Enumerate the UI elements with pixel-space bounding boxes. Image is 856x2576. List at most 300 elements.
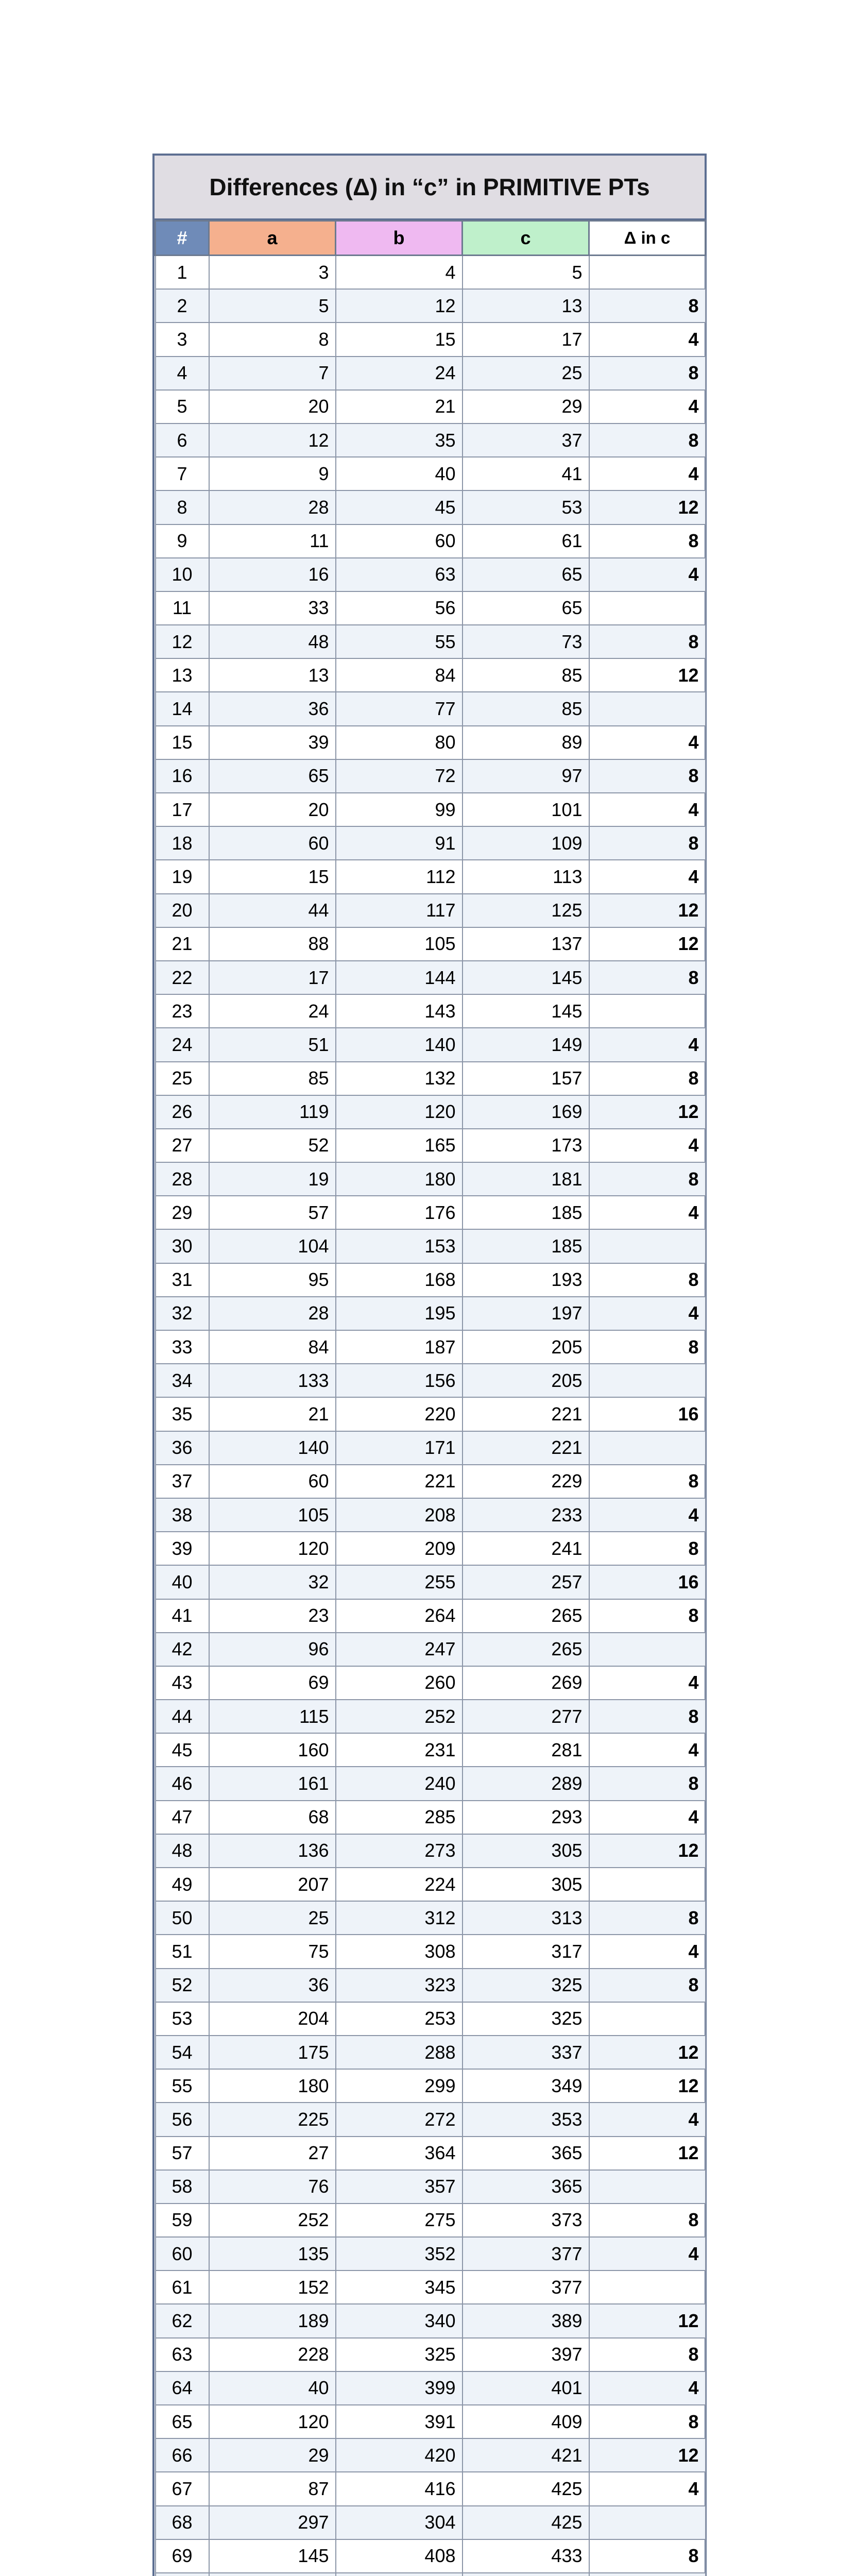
spreadsheet (152, 154, 707, 2576)
cell-a: 3 (209, 256, 336, 290)
cell-c: 5 (463, 256, 589, 290)
cell-a: 36 (209, 1969, 336, 2002)
cell-b: 187 (336, 1330, 463, 1364)
cell-index: 17 (156, 793, 209, 826)
cell-index: 9 (156, 524, 209, 558)
cell-b: 312 (336, 1901, 463, 1935)
cell-b: 143 (336, 994, 463, 1028)
cell-c: 41 (463, 457, 589, 490)
cell-index: 51 (156, 1935, 209, 1968)
cell-index: 26 (156, 1095, 209, 1129)
header-c: c (463, 221, 589, 256)
cell-b: 99 (336, 793, 463, 826)
table-row (156, 1834, 706, 1868)
header-a: a (209, 221, 336, 256)
cell-c: 173 (463, 1129, 589, 1162)
cell-index: 2 (156, 289, 209, 323)
cell-c: 269 (463, 1666, 589, 1700)
cell-delta: 4 (589, 726, 706, 759)
cell-c: 409 (463, 2405, 589, 2438)
cell-a: 9 (209, 457, 336, 490)
cell-a: 33 (209, 591, 336, 625)
cell-a: 29 (209, 2438, 336, 2472)
cell-a: 48 (209, 625, 336, 658)
cell-b: 345 (336, 2270, 463, 2304)
cell-index: 43 (156, 1666, 209, 1700)
cell-index: 12 (156, 625, 209, 658)
cell-c: 65 (463, 591, 589, 625)
cell-a: 145 (209, 2539, 336, 2573)
cell-b: 357 (336, 2170, 463, 2204)
cell-b: 408 (336, 2539, 463, 2573)
table-row (156, 2304, 706, 2337)
cell-index: 4 (156, 357, 209, 390)
cell-a: 204 (209, 2002, 336, 2036)
cell-a: 120 (209, 1532, 336, 1565)
cell-c: 13 (463, 289, 589, 323)
cell-index: 15 (156, 726, 209, 759)
cell-c: 193 (463, 1263, 589, 1297)
cell-index: 37 (156, 1465, 209, 1498)
cell-b: 364 (336, 2137, 463, 2170)
cell-a: 136 (209, 1834, 336, 1868)
cell-b: 72 (336, 759, 463, 793)
cell-b: 323 (336, 1969, 463, 2002)
table-row (156, 289, 706, 323)
cell-index: 47 (156, 1801, 209, 1834)
table-row (156, 894, 706, 927)
table-row (156, 423, 706, 457)
cell-a: 88 (209, 927, 336, 961)
header-b: b (336, 221, 463, 256)
cell-delta: 8 (589, 1700, 706, 1733)
cell-delta: 8 (589, 1767, 706, 1800)
cell-c: 185 (463, 1229, 589, 1263)
header-index: # (156, 221, 209, 256)
cell-a: 60 (209, 1465, 336, 1498)
cell-index: 6 (156, 423, 209, 457)
cell-c: 29 (463, 390, 589, 423)
cell-c: 277 (463, 1700, 589, 1733)
cell-a: 60 (209, 826, 336, 860)
cell-c: 157 (463, 1062, 589, 1095)
cell-index: 44 (156, 1700, 209, 1733)
cell-delta (589, 2270, 706, 2304)
cell-c: 221 (463, 1431, 589, 1465)
cell-a: 120 (209, 2405, 336, 2438)
cell-a: 16 (209, 558, 336, 591)
table-row (156, 961, 706, 994)
cell-c: 73 (463, 625, 589, 658)
table-row (156, 2002, 706, 2036)
cell-a: 32 (209, 1565, 336, 1599)
cell-delta (589, 256, 706, 290)
cell-b: 60 (336, 524, 463, 558)
cell-b: 84 (336, 658, 463, 692)
cell-b: 56 (336, 591, 463, 625)
cell-b (336, 2573, 463, 2576)
cell-b: 105 (336, 927, 463, 961)
cell-c: 85 (463, 658, 589, 692)
cell-a: 15 (209, 860, 336, 893)
cell-c: 265 (463, 1633, 589, 1666)
cell-b: 240 (336, 1767, 463, 1800)
cell-a: 8 (209, 323, 336, 356)
cell-a: 104 (209, 1229, 336, 1263)
cell-b: 156 (336, 1364, 463, 1397)
table-row (156, 1700, 706, 1733)
cell-b: 195 (336, 1297, 463, 1330)
cell-c: 353 (463, 2103, 589, 2136)
cell-delta: 8 (589, 1532, 706, 1565)
cell-delta: 4 (589, 390, 706, 423)
cell-index: 52 (156, 1969, 209, 2002)
table-row (156, 1969, 706, 2002)
cell-c: 85 (463, 692, 589, 725)
cell-c: 145 (463, 994, 589, 1028)
cell-delta: 12 (589, 2137, 706, 2170)
cell-c: 377 (463, 2270, 589, 2304)
table-row (156, 1229, 706, 1263)
cell-a: 24 (209, 994, 336, 1028)
cell-b: 209 (336, 1532, 463, 1565)
cell-index: 30 (156, 1229, 209, 1263)
cell-delta: 12 (589, 1834, 706, 1868)
cell-b: 420 (336, 2438, 463, 2472)
table-row (156, 457, 706, 490)
cell-delta: 4 (589, 558, 706, 591)
cell-index (156, 2573, 209, 2576)
cell-a: 28 (209, 490, 336, 524)
cell-delta (589, 2573, 706, 2576)
cell-c: 205 (463, 1364, 589, 1397)
cell-delta (589, 692, 706, 725)
cell-a: 152 (209, 2270, 336, 2304)
cell-delta: 8 (589, 625, 706, 658)
table-row (156, 2069, 706, 2103)
cell-b: 40 (336, 457, 463, 490)
table-row (156, 2237, 706, 2270)
cell-c: 377 (463, 2237, 589, 2270)
cell-a: 87 (209, 2472, 336, 2505)
table-row (156, 1431, 706, 1465)
cell-index: 67 (156, 2472, 209, 2505)
cell-delta: 4 (589, 323, 706, 356)
cell-delta: 8 (589, 1162, 706, 1196)
cell-b: 352 (336, 2237, 463, 2270)
cell-delta: 12 (589, 927, 706, 961)
cell-index: 57 (156, 2137, 209, 2170)
table-row (156, 692, 706, 725)
cell-index: 55 (156, 2069, 209, 2103)
cell-a: 25 (209, 1901, 336, 1935)
cell-c: 109 (463, 826, 589, 860)
cell-a: 160 (209, 1733, 336, 1767)
table-row (156, 357, 706, 390)
cell-index: 10 (156, 558, 209, 591)
cell-a: 51 (209, 1028, 336, 1061)
table-row (156, 2371, 706, 2405)
cell-b: 304 (336, 2506, 463, 2539)
table-row (156, 2472, 706, 2505)
cell-delta: 8 (589, 2405, 706, 2438)
cell-a: 39 (209, 726, 336, 759)
table-row (156, 2204, 706, 2237)
cell-index: 58 (156, 2170, 209, 2204)
cell-delta: 12 (589, 894, 706, 927)
table-row (156, 256, 706, 290)
table-row (156, 658, 706, 692)
cell-c: 325 (463, 1969, 589, 2002)
table-row (156, 1901, 706, 1935)
cell-index: 48 (156, 1834, 209, 1868)
table-row (156, 1767, 706, 1800)
table-row (156, 1935, 706, 1968)
cell-b: 252 (336, 1700, 463, 1733)
cell-c: 401 (463, 2371, 589, 2405)
cell-index: 38 (156, 1498, 209, 1532)
cell-index: 33 (156, 1330, 209, 1364)
cell-index: 31 (156, 1263, 209, 1297)
table-row (156, 2405, 706, 2438)
cell-a: 36 (209, 692, 336, 725)
cell-c: 257 (463, 1565, 589, 1599)
cell-a: 75 (209, 1935, 336, 1968)
cell-delta: 4 (589, 1196, 706, 1229)
cell-c: 125 (463, 894, 589, 927)
table-row (156, 323, 706, 356)
cell-a: 252 (209, 2204, 336, 2237)
cell-index: 5 (156, 390, 209, 423)
cell-index: 22 (156, 961, 209, 994)
cell-index: 59 (156, 2204, 209, 2237)
cell-delta (589, 591, 706, 625)
cell-index: 16 (156, 759, 209, 793)
cell-b: 15 (336, 323, 463, 356)
cell-delta (589, 1431, 706, 1465)
cell-c: 169 (463, 1095, 589, 1129)
table-row (156, 2170, 706, 2204)
table-row (156, 2539, 706, 2573)
cell-b: 325 (336, 2338, 463, 2371)
table-row (156, 1330, 706, 1364)
cell-c: 365 (463, 2137, 589, 2170)
cell-index: 29 (156, 1196, 209, 1229)
header-row (156, 221, 706, 256)
cell-b: 180 (336, 1162, 463, 1196)
cell-index: 42 (156, 1633, 209, 1666)
cell-delta (589, 2002, 706, 2036)
cell-c: 421 (463, 2438, 589, 2472)
table-row (156, 726, 706, 759)
cell-a: 68 (209, 1801, 336, 1834)
cell-a: 17 (209, 961, 336, 994)
cell-b: 275 (336, 2204, 463, 2237)
cell-a: 95 (209, 1263, 336, 1297)
table-row (156, 1196, 706, 1229)
cell-index: 35 (156, 1397, 209, 1431)
cell-a: 57 (209, 1196, 336, 1229)
cell-a: 28 (209, 1297, 336, 1330)
cell-delta: 12 (589, 2438, 706, 2472)
cell-index: 24 (156, 1028, 209, 1061)
cell-delta: 12 (589, 658, 706, 692)
cell-b: 253 (336, 2002, 463, 2036)
cell-delta: 8 (589, 423, 706, 457)
table-row (156, 927, 706, 961)
cell-c: 229 (463, 1465, 589, 1498)
cell-b: 112 (336, 860, 463, 893)
cell-index: 65 (156, 2405, 209, 2438)
cell-index: 14 (156, 692, 209, 725)
table-row (156, 2506, 706, 2539)
cell-index: 20 (156, 894, 209, 927)
cell-c: 149 (463, 1028, 589, 1061)
cell-a: 119 (209, 1095, 336, 1129)
cell-delta: 12 (589, 1095, 706, 1129)
cell-a: 175 (209, 2036, 336, 2069)
cell-b: 391 (336, 2405, 463, 2438)
cell-index: 18 (156, 826, 209, 860)
cell-c: 205 (463, 1330, 589, 1364)
cell-index: 25 (156, 1062, 209, 1095)
cell-delta: 16 (589, 1565, 706, 1599)
cell-a: 40 (209, 2371, 336, 2405)
cell-c: 181 (463, 1162, 589, 1196)
cell-index: 41 (156, 1599, 209, 1633)
cell-delta: 8 (589, 1330, 706, 1364)
cell-a: 13 (209, 658, 336, 692)
cell-c: 97 (463, 759, 589, 793)
cell-index: 53 (156, 2002, 209, 2036)
cell-c: 221 (463, 1397, 589, 1431)
table-row (156, 793, 706, 826)
cell-c: 137 (463, 927, 589, 961)
cell-b: 247 (336, 1633, 463, 1666)
cell-delta: 8 (589, 759, 706, 793)
cell-a: 189 (209, 2304, 336, 2337)
table-row (156, 1498, 706, 1532)
cell-delta: 12 (589, 2304, 706, 2337)
cell-delta: 8 (589, 961, 706, 994)
table-row (156, 2103, 706, 2136)
cell-delta (589, 1633, 706, 1666)
cell-a: 52 (209, 1129, 336, 1162)
cell-a: 23 (209, 1599, 336, 1633)
cell-index: 21 (156, 927, 209, 961)
cell-c: 305 (463, 1868, 589, 1901)
cell-delta: 8 (589, 826, 706, 860)
table-row (156, 1868, 706, 1901)
cell-a: 76 (209, 2170, 336, 2204)
cell-index: 56 (156, 2103, 209, 2136)
cell-b: 140 (336, 1028, 463, 1061)
table-row (156, 1397, 706, 1431)
cell-b: 35 (336, 423, 463, 457)
cell-delta: 4 (589, 1935, 706, 1968)
table-row (156, 1565, 706, 1599)
table-row (156, 1801, 706, 1834)
cell-b: 288 (336, 2036, 463, 2069)
cell-c: 389 (463, 2304, 589, 2337)
cell-delta: 4 (589, 1498, 706, 1532)
cell-c: 25 (463, 357, 589, 390)
cell-b: 255 (336, 1565, 463, 1599)
table-row (156, 759, 706, 793)
cell-c: 373 (463, 2204, 589, 2237)
cell-index: 69 (156, 2539, 209, 2573)
cell-b: 231 (336, 1733, 463, 1767)
cell-delta (589, 1364, 706, 1397)
table-row (156, 1129, 706, 1162)
cell-c: 53 (463, 490, 589, 524)
table-row (156, 1028, 706, 1061)
cell-index: 49 (156, 1868, 209, 1901)
cell-a: 180 (209, 2069, 336, 2103)
cell-b: 21 (336, 390, 463, 423)
cell-delta: 4 (589, 1666, 706, 1700)
cell-index: 19 (156, 860, 209, 893)
cell-c: 325 (463, 2002, 589, 2036)
cell-c: 289 (463, 1767, 589, 1800)
cell-a: 27 (209, 2137, 336, 2170)
cell-b: 299 (336, 2069, 463, 2103)
cell-c: 113 (463, 860, 589, 893)
cell-c: 65 (463, 558, 589, 591)
cell-b: 55 (336, 625, 463, 658)
cell-b: 45 (336, 490, 463, 524)
table-row (156, 625, 706, 658)
cell-c: 241 (463, 1532, 589, 1565)
cell-c (463, 2573, 589, 2576)
sheet-title: Differences (Δ) in “c” in PRIMITIVE PTs (155, 156, 705, 220)
table-row (156, 1733, 706, 1767)
cell-index: 7 (156, 457, 209, 490)
cell-c: 89 (463, 726, 589, 759)
table-row (156, 1263, 706, 1297)
table-row (156, 591, 706, 625)
cell-index: 45 (156, 1733, 209, 1767)
cell-index: 39 (156, 1532, 209, 1565)
cell-b: 77 (336, 692, 463, 725)
table-row (156, 1162, 706, 1196)
cell-delta (589, 1229, 706, 1263)
cell-a: 115 (209, 1700, 336, 1733)
cell-c: 145 (463, 961, 589, 994)
cell-a: 20 (209, 793, 336, 826)
table-row (156, 524, 706, 558)
cell-index: 50 (156, 1901, 209, 1935)
cell-delta: 4 (589, 457, 706, 490)
cell-b: 308 (336, 1935, 463, 1968)
table-row (156, 1062, 706, 1095)
cell-a: 69 (209, 1666, 336, 1700)
cell-delta: 8 (589, 1062, 706, 1095)
cell-index: 54 (156, 2036, 209, 2069)
cell-delta: 4 (589, 860, 706, 893)
cell-a: 96 (209, 1633, 336, 1666)
cell-b: 144 (336, 961, 463, 994)
cell-b: 12 (336, 289, 463, 323)
cell-b: 171 (336, 1431, 463, 1465)
table-row (156, 2137, 706, 2170)
cell-delta: 8 (589, 2539, 706, 2573)
table-row (156, 390, 706, 423)
cell-b: 272 (336, 2103, 463, 2136)
cell-c: 281 (463, 1733, 589, 1767)
cell-delta: 8 (589, 1969, 706, 2002)
cell-b: 221 (336, 1465, 463, 1498)
